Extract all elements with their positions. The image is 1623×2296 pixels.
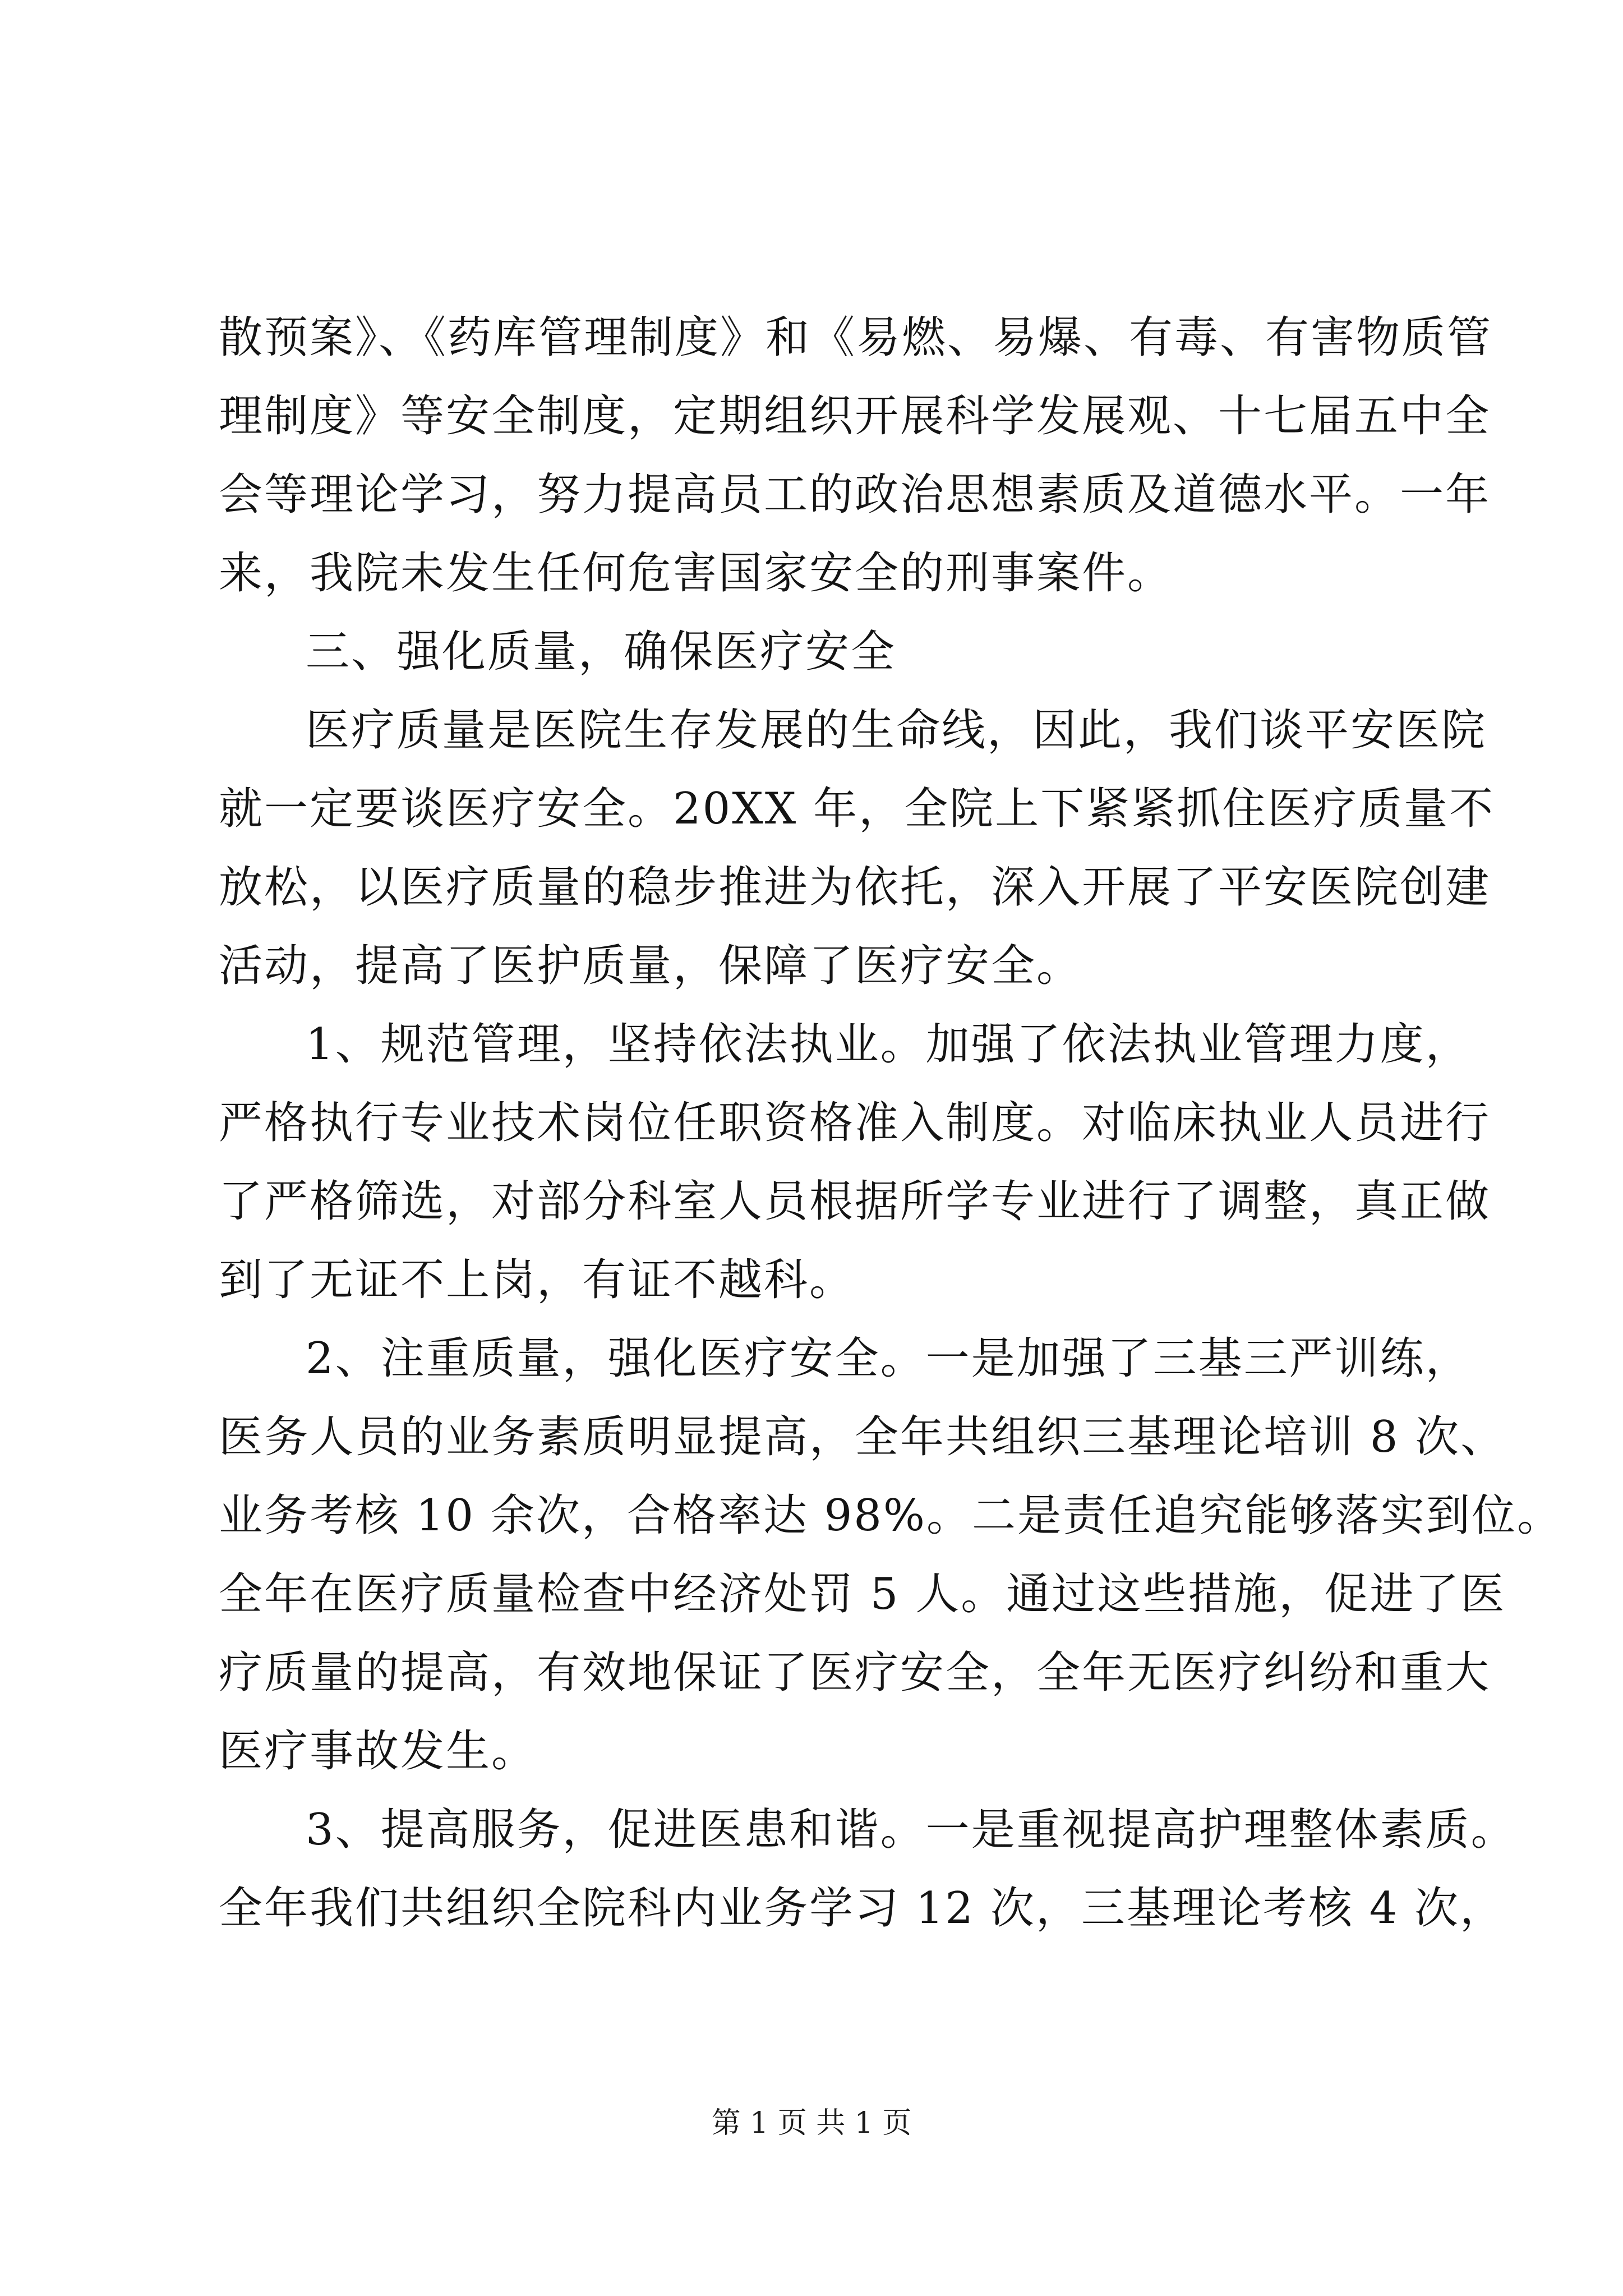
section-heading: 三、强化质量，确保医疗安全	[306, 627, 897, 677]
text-line: 了严格筛选，对部分科室人员根据所学专业进行了调整，真正做	[219, 1176, 1491, 1227]
text-line: 疗质量的提高，有效地保证了医疗安全，全年无医疗纠纷和重大	[219, 1648, 1491, 1698]
text-line: 医疗事故发生。	[219, 1726, 537, 1777]
text-line: 2、注重质量，强化医疗安全。一是加强了三基三严训练，	[306, 1333, 1471, 1384]
text-line: 理制度》等安全制度，定期组织开展科学发展观、十七届五中全	[219, 391, 1491, 441]
text-line: 严格执行专业技术岗位任职资格准入制度。对临床执业人员进行	[219, 1098, 1491, 1148]
text-line: 放松，以医疗质量的稳步推进为依托，深入开展了平安医院创建	[219, 862, 1491, 913]
text-line: 散预案》、《药库管理制度》和《易燃、易爆、有毒、有害物质管	[219, 312, 1493, 363]
text-line: 全年在医疗质量检查中经济处罚 5 人。通过这些措施，促进了医	[219, 1569, 1506, 1619]
text-line: 业务考核 10 余次，合格率达 98%。二是责任追究能够落实到位。	[219, 1490, 1563, 1541]
text-line: 来，我院未发生任何危害国家安全的刑事案件。	[219, 548, 1173, 599]
text-line: 3、提高服务，促进医患和谐。一是重视提高护理整体素质。	[306, 1805, 1516, 1855]
text-line: 会等理论学习，努力提高员工的政治思想素质及道德水平。一年	[219, 470, 1491, 520]
text-line: 到了无证不上岗，有证不越科。	[219, 1255, 855, 1305]
text-line: 医疗质量是医院生存发展的生命线，因此，我们谈平安医院	[306, 705, 1487, 756]
text-line: 活动，提高了医护质量，保障了医疗安全。	[219, 941, 1082, 991]
text-line: 1、规范管理，坚持依法执业。加强了依法执业管理力度，	[306, 1019, 1471, 1070]
text-line: 医务人员的业务素质明显提高，全年共组织三基理论培训 8 次、	[219, 1412, 1506, 1462]
text-line: 就一定要谈医疗安全。20XX 年，全院上下紧紧抓住医疗质量不	[219, 784, 1495, 834]
page-number-footer: 第 1 页 共 1 页	[711, 2106, 912, 2140]
text-line: 全年我们共组织全院科内业务学习 12 次，三基理论考核 4 次，	[219, 1883, 1506, 1934]
